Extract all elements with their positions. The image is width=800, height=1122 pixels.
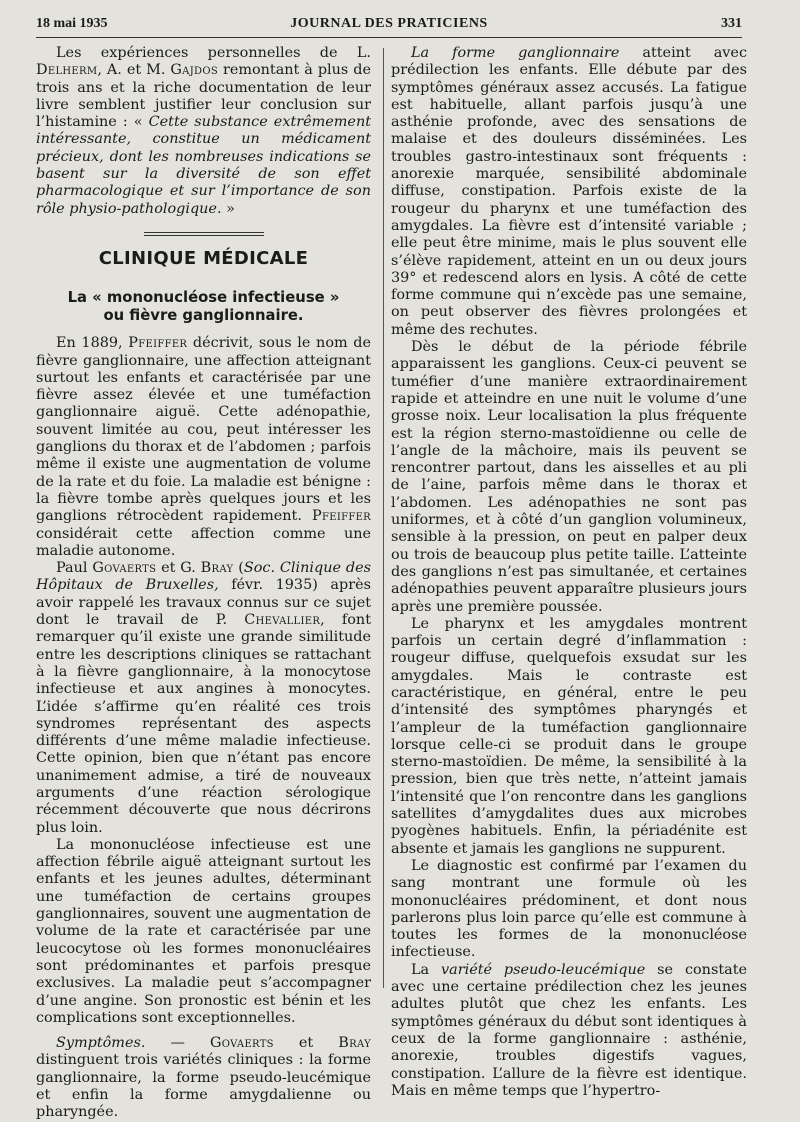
paragraph-pseudo-leucemique: La variété pseudo-leucémique se constate avec une certaine prédilection chez les jeunes adultes plutôt que chez les enfants. Les symptômes généraux du début sont identiques à ceux de la forme ganglionnaire : asthénie, anorexie, troubles digestifs vagues, constipation. L’allure de la fièvre est identique. Mais en même temps que l’hypertro-	[391, 961, 747, 1099]
author-name: Bray	[200, 560, 234, 577]
author-name: Delherm	[36, 62, 98, 79]
article-title-line-1: La « mononucléose infectieuse »	[67, 289, 340, 307]
left-column	[36, 45, 371, 1122]
header-journal-title: JOURNAL DES PRATICIENS	[290, 16, 488, 31]
article-title-line-2: ou fièvre ganglionnaire.	[103, 307, 304, 325]
paragraph-ganglions: Dès le début de la période fébrile apparaissent les ganglions. Ceux-ci peuvent se tuméfier d’une manière extraordinairement rapide et atteindre en une nuit le volume d’une grosse noix. Leur localisation la plus fréquente est la région sterno-mastoïdienne ou celle de l’angle de la mâchoire, mais ils peuvent se rencontrer partout, dans les aisselles et au pli de l’aine, parfois même dans le thorax et l’abdomen. Les adénopathies ne sont pas uniformes, et à côté d’un ganglion volumineux, sensible à la pression, on peut en palper deux ou trois de beaucoup plus petite taille. L’atteinte des ganglions n’est pas simultanée, et certaines adénopathies peuvent apparaître plusieurs jours après une première poussée.	[391, 339, 747, 615]
running-header	[36, 14, 742, 36]
author-name: Pfeiffer	[312, 508, 371, 525]
author-name: Govaerts	[209, 1035, 274, 1052]
paragraph-pfeiffer: En 1889, Pfeiffer décrivit, sous le nom de fièvre ganglionnaire, une affection atteignant surtout les enfants et caractérisée par une fièvre assez élevée et une tuméfaction ganglionnaire aiguë. Cette adénopathie, souvent limitée au cou, peut intéresser les ganglions du thorax et de l’abdomen ; parfois même il existe une augmentation de volume de la rate et du foie. La maladie est bénigne : la fièvre tombe après quelques jours et les ganglions rétrocèdent rapidement. Pfeiffer considérait cette affection comme une maladie autonome.	[36, 335, 372, 559]
subheading-symptoms: Symptômes.	[56, 1035, 146, 1052]
journal-reference: Soc. Clinique des Hôpitaux de Bruxelles,	[36, 560, 371, 594]
header-page-number: 331	[721, 16, 742, 31]
author-name: Bray	[338, 1035, 372, 1052]
paragraph-forme-ganglionnaire: La forme ganglionnaire atteint avec prédilection les enfants. Elle débute par des symptômes généraux assez accusés. La fatigue est habituelle, allant parfois jusqu’à une asthénie profonde, avec des sensations de malaise et des douleurs disséminées. Les troubles gastro-intestinaux sont fréquents : anorexie marquée, sensibilité abdominale diffuse, constipation. Parfois existe de la rougeur du pharynx et une tuméfaction des amygdales. La fièvre est d’intensité variable ; elle peut être minime, mais le plus souvent elle s’élève rapidement, atteint en un ou deux jours 39° et redescend alors en lysis. A côté de cette forme commune qui n’excède pas une semaine, on peut observer des fièvres prolongées et même des rechutes.	[391, 45, 748, 338]
article-title	[36, 289, 371, 325]
header-date: 18 mai 1935	[36, 16, 108, 31]
section-title: CLINIQUE MÉDICALE	[98, 247, 309, 269]
paragraph-diagnostic: Le diagnostic est confirmé par l’examen du sang montrant une formule où les mononucléaires prédominent, et dont nous parlerons plus loin parce qu’elle est commune à toutes les formes de la mononucléose infectieuse.	[391, 857, 747, 961]
paragraph-pharynx: Le pharynx et les amygdales montrent parfois un certain degré d’inflammation : rougeur diffuse, quelquefois exsudat sur les amygdales. Mais le contraste est caractéristique, en général, entre le peu d’intensité des symptômes pharyngés et l’ampleur de la tuméfaction ganglionnaire lorsque celle-ci se produit dans le groupe sterno-mastoïdien. De même, la sensibilité à la pression, bien que très nette, n’atteint jamais l’intensité que l’on rencontre dans les ganglions satellites d’amygdalites dues aux microbes pyogènes habituels. Enfin, la périadénite est absente et jamais les ganglions ne suppurent.	[391, 615, 747, 857]
paragraph-govaerts-bray: Paul Govaerts et G. Bray (Soc. Clinique des Hôpitaux de Bruxelles, févr. 1935) après avoir rappelé les travaux connus sur ce sujet dont le travail de P. Chevallier, font remarquer qu’il existe une grande similitude entre les descriptions cliniques se rattachant à la fièvre ganglionnaire, à la monocytose infectieuse et aux angines à monocytes. L’idée s’affirme qu’en réalité ces trois syndromes représentant des aspects différents d’une même maladie infectieuse. Cette opinion, bien que n’étant pas encore unanimement admise, a tiré de nouveaux arguments d’une réaction sérologique récemment découverte que nous décrirons plus loin.	[36, 560, 371, 836]
column-rule	[383, 48, 384, 988]
quotation: Cette substance extrêmement intéressante, constitue un médicament précieux, dont les nombreuses indications se basent sur la diversité de son effet pharmacologique et sur l’importance de son rôle physio-pathologique.	[36, 114, 371, 217]
author-name: Gajdos	[170, 62, 218, 79]
header-rule	[36, 37, 742, 38]
term-forme-ganglionnaire: La forme ganglionnaire	[411, 45, 620, 61]
section-divider	[144, 232, 264, 238]
paragraph-definition: La mononucléose infectieuse est une affection fébrile aiguë atteignant surtout les enfants et les jeunes adultes, déterminant une tuméfaction de certains groupes ganglionnaires, souvent une augmentation de volume de la rate et caractérisée par une leucocytose où les formes mononucléaires sont prédominantes et parfois presque exclusives. La maladie peut s’accompagner d’une angine. Son pronostic est bénin et les complications sont exceptionnelles.	[36, 836, 371, 1026]
author-name: Govaerts	[92, 560, 157, 577]
paragraph-symptoms: Symptômes. — Govaerts et Bray distinguent trois variétés cliniques : la forme ganglionnaire, la forme pseudo-leucémique et enfin la forme amygdalienne ou pharyngée.	[36, 1035, 372, 1121]
author-name: Pfeiffer	[128, 335, 188, 352]
intro-paragraph: Les expériences personnelles de L. Delherm, A. et M. Gajdos remontant à plus de trois ans et la riche documentation de leur livre semblent justifier leur conclusion sur l’histamine : « Cette substance extrêmement intéressante, constitue un médicament précieux, dont les nombreuses indications se basent sur la diversité de son effet pharmacologique et sur l’importance de son rôle physio-pathologique. »	[36, 45, 371, 217]
right-column	[391, 45, 747, 1100]
author-name: Chevallier	[244, 612, 321, 629]
term-variete-pseudo-leucemique: variété pseudo-leucémique	[441, 961, 646, 978]
